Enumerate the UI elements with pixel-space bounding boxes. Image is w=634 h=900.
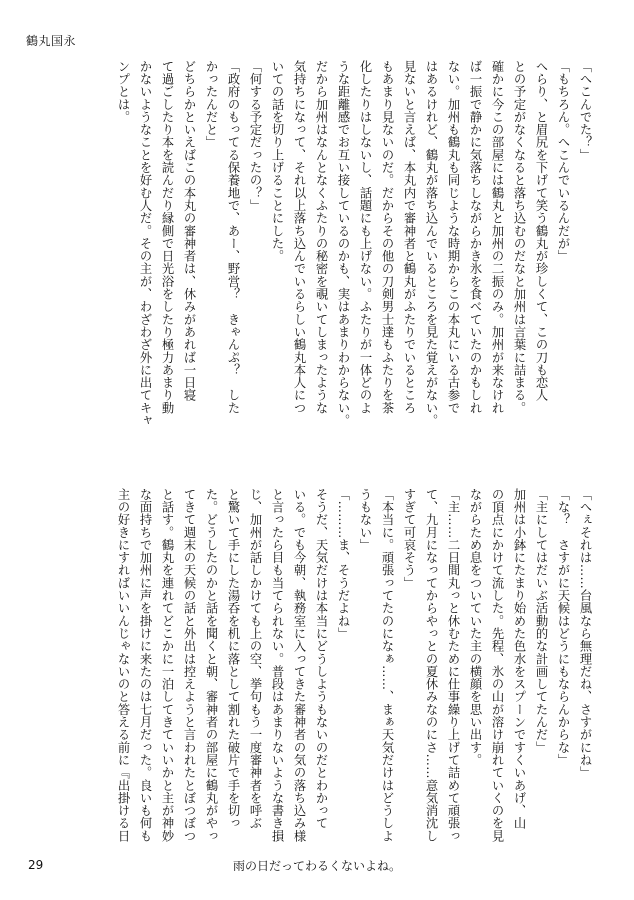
text-line: いての話を切り上げることにした。 — [270, 60, 284, 263]
text-line: かないようなことを好む人だ。その主が、わざわざ外に出てキャ — [138, 60, 152, 427]
text-line: 「主にしてはだいぶ活動的な計画してたんだ」 — [534, 488, 548, 754]
text-line: どちらかといえばこの本丸の審神者は、休みがあれば一日寝 — [182, 60, 196, 402]
text-line: と驚いて手にした湯呑を机に落として割れた破片で手を切っ — [226, 488, 240, 830]
text-line: ば一振で静かに気落ちしながらかき氷を食べていたのかもしれ — [468, 60, 482, 415]
text-line: 「な？ さすがに天候はどうにもならんからな」 — [556, 488, 570, 767]
text-line: いる。でも今朝、執務室に入ってきた審神者の気の落ち込み様 — [292, 488, 306, 843]
text-line: 気持ちになって、それ以上落ち込んでいるらしい鶴丸本人につ — [292, 60, 306, 415]
text-line: 「もちろん。へこんでいるんだが」 — [556, 60, 570, 263]
text-line: そうだ、天気だけは本当にどうしようもないのだとわかって — [314, 488, 328, 830]
text-line: へらり、と眉尻を下げて笑う鶴丸が珍しくて、この刀も恋人 — [534, 60, 548, 402]
text-line: 加州は小鉢にたまり始めた色水をスプーンですくいあげ、山 — [512, 488, 526, 830]
book-title: 雨の日だってわるくないよね。 — [232, 859, 401, 873]
text-line: だから加州はなんとなくふたりの秘密を覗いてしまったような — [314, 60, 328, 415]
text-line: 主の好きにすればいいんじゃないのと答える前に『出掛ける日 — [116, 488, 130, 843]
text-line: 見ないと言えば、本丸内で審神者と鶴丸がふたりでいるところ — [402, 60, 416, 415]
text-line: もあまり見ないのだ。だからその他の刀剣男士達もふたりを茶 — [380, 60, 394, 415]
text-line: と話す。鶴丸を連れてどこかに一泊してきていいかと主が神妙 — [160, 488, 174, 843]
text-line: 「へこんでた？」 — [578, 60, 592, 162]
text-line: 「政府のもってる保養地で、あー、野営？ きゃんぷ？ した — [226, 60, 240, 415]
text-block-top — [51, 60, 596, 440]
text-line: てきて週末の天候の話と外出は控えようと言われたとぼつぼつ — [182, 488, 196, 843]
text-line: と言ったら目も当てられない。普段はあまりないような書き損 — [270, 488, 284, 843]
text-line: の頂点にかけて流した。先程、氷の山が溶け崩れていくのを見 — [490, 488, 504, 843]
text-line: 化したりはしないし、話題にも上げない。ふたりが一体どのよ — [358, 60, 372, 415]
text-line: 確かに今この部屋には鶴丸と加州の二振のみ。加州が来なけれ — [490, 60, 504, 415]
text-line: じ、加州が話しかけても上の空、挙句もう一度審神者を呼ぶ — [248, 488, 262, 830]
text-line: すぎて可哀そう」 — [402, 488, 416, 590]
header-character-name: 鶴丸国永 — [26, 34, 77, 48]
text-line: うな距離感でお互い接しているのかも、実はあまりわからない。 — [336, 60, 350, 427]
text-line: ながらため息をついていた主の横顔を思い出す。 — [468, 488, 482, 767]
text-line: 「へぇそれは……台風なら無理だね、さすがにね」 — [578, 488, 592, 779]
text-line: 「何する予定だったの？」 — [248, 60, 262, 212]
text-line: な面持ちで加州に声を掛けに来たのは七月だった。良いも何も — [138, 488, 152, 843]
page-number: 29 — [28, 858, 44, 872]
text-line: 「主……二日間丸っと休むために仕事繰り上げて詰めて頑張っ — [446, 488, 460, 843]
text-line: かったんだと」 — [204, 60, 218, 149]
text-line: て過ごしたり本を読んだり縁側で日光浴をしたり極力あまり動 — [160, 60, 174, 415]
text-line: ンプとは。 — [116, 60, 130, 124]
text-line: た。どうしたのかと話を聞くと朝、審神者の部屋に鶴丸がやっ — [204, 488, 218, 843]
text-line: との予定がなくなると落ち込むのだなと加州は言葉に詰まる。 — [512, 60, 526, 415]
text-line: 「本当に。頑張ってたのになぁ……、まぁ天気だけはどうしよ — [380, 488, 394, 843]
text-block-bottom — [51, 488, 596, 853]
text-line: はあるけれど、鶴丸が落ち込んでいるところを見た覚えがない。 — [424, 60, 438, 427]
text-line: て、九月になってからやっとの夏休みなのにさ……意気消沈し — [424, 488, 438, 843]
text-line: 「………ま、そうだよね」 — [336, 488, 350, 640]
text-line: ない。加州も鶴丸も同じような時期からこの本丸にいる古参で — [446, 60, 460, 415]
text-line: うもない」 — [358, 488, 372, 552]
